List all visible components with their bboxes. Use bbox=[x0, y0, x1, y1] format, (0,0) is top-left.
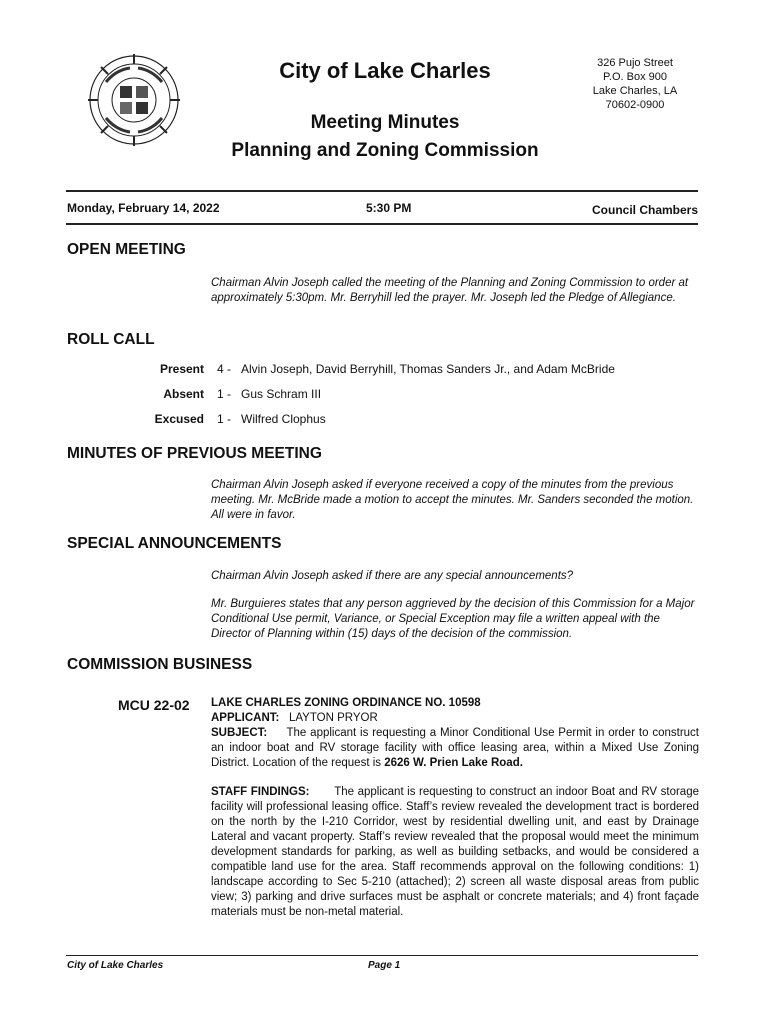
minutes-text: Chairman Alvin Joseph asked if everyone received a copy of the minutes from the previous meeting. Mr. McBride made a motion to accept the minutes. Mr. Sanders seconded the motion. All were in favor. bbox=[211, 479, 694, 521]
footer-city-name: City of Lake Charles bbox=[67, 960, 164, 971]
city-seal-logo bbox=[86, 52, 182, 148]
findings-paragraph bbox=[211, 785, 699, 920]
section-heading-minutes: MINUTES OF PREVIOUS MEETING bbox=[67, 445, 322, 462]
roll-call-count: 1 - bbox=[217, 412, 232, 426]
announcements-question: Chairman Alvin Joseph asked if there are any special announcements? bbox=[211, 570, 574, 582]
roll-call-count: 1 - bbox=[217, 387, 232, 401]
office-address bbox=[560, 56, 710, 112]
commission-name: Planning and Zoning Commission bbox=[231, 140, 539, 161]
address-line: Lake Charles, LA bbox=[592, 85, 678, 97]
roll-call-count: 4 - bbox=[217, 362, 232, 376]
address-line: 70602-0900 bbox=[605, 99, 665, 111]
applicant-name: LAYTON PRYOR bbox=[288, 712, 378, 724]
document-subtitle: Meeting Minutes bbox=[310, 112, 460, 133]
roll-call-names: Wilfred Clophus bbox=[241, 412, 326, 426]
subject-text: The applicant is requesting a Minor Conditional Use Permit in order to construct an indoor boat and RV storage facility with office leasing area, within a Mixed Use Zoning District. Location of the request is bbox=[211, 727, 699, 769]
section-heading-commission-business: COMMISSION BUSINESS bbox=[67, 656, 253, 673]
announcements-appeal-text: Mr. Burguieres states that any person aggrieved by the decision of this Commission for a Major Conditional Use permit, Variance, or Special Exception may file a written appeal with the Director of Planning within (15) days of the decision of the commission. bbox=[211, 598, 695, 640]
subject-location: 2626 W. Prien Lake Road. bbox=[384, 757, 523, 769]
roll-call-label: Excused bbox=[154, 412, 204, 426]
address-line: 326 Pujo Street bbox=[597, 57, 673, 69]
roll-call-label: Absent bbox=[163, 387, 204, 401]
section-heading-announcements: SPECIAL ANNOUNCEMENTS bbox=[67, 535, 282, 552]
case-details bbox=[211, 696, 699, 920]
section-heading-roll-call: ROLL CALL bbox=[67, 331, 155, 348]
section-heading-open-meeting: OPEN MEETING bbox=[67, 241, 186, 258]
applicant-label: APPLICANT: bbox=[211, 712, 280, 724]
roll-call-label: Present bbox=[159, 362, 204, 376]
header-rule-bottom bbox=[66, 223, 698, 225]
applicant-line bbox=[211, 711, 699, 726]
subject-paragraph bbox=[211, 726, 699, 771]
address-line: P.O. Box 900 bbox=[602, 71, 667, 83]
case-number: MCU 22-02 bbox=[118, 697, 190, 713]
meeting-time: 5:30 PM bbox=[366, 201, 412, 215]
page-number: Page 1 bbox=[368, 960, 401, 971]
page-title: City of Lake Charles bbox=[279, 58, 491, 83]
findings-text: The applicant is requesting to construct an indoor Boat and RV storage facility will professional leasing office. Staff’s review revealed the development tract is bordered on the north by the I-210 Corridor, west by residential dwelling unit, and east by Drainage Lateral and vacant property. Staff’s review revealed that the proposal would meet the minimum development standards for parking, as well as building setbacks, and would be considered a compatible land use for the area. Staff recommends approval on the following conditions: 1) landscape according to Sec 5-210 (attached); 2) screen all waste disposal areas from public view; 3) parking and drive surfaces must be asphalt or concrete materials; and 4) front façade materials must be non-metal material. bbox=[211, 786, 699, 918]
roll-call-names: Gus Schram III bbox=[241, 387, 322, 401]
roll-call-names: Alvin Joseph, David Berryhill, Thomas Sanders Jr., and Adam McBride bbox=[241, 362, 615, 376]
meeting-location: Council Chambers bbox=[592, 203, 699, 217]
header-rule-top bbox=[66, 190, 698, 192]
footer-rule bbox=[66, 955, 698, 956]
findings-label: STAFF FINDINGS: bbox=[211, 786, 310, 798]
subject-label: SUBJECT: bbox=[211, 727, 268, 739]
meeting-date: Monday, February 14, 2022 bbox=[67, 201, 220, 215]
ordinance-title: LAKE CHARLES ZONING ORDINANCE NO. 10598 bbox=[211, 697, 481, 709]
open-meeting-text: Chairman Alvin Joseph called the meeting of the Planning and Zoning Commission to order at approximately 5:30pm. Mr. Berryhill led the prayer. Mr. Joseph led the Pledge of Allegiance. bbox=[211, 277, 689, 304]
